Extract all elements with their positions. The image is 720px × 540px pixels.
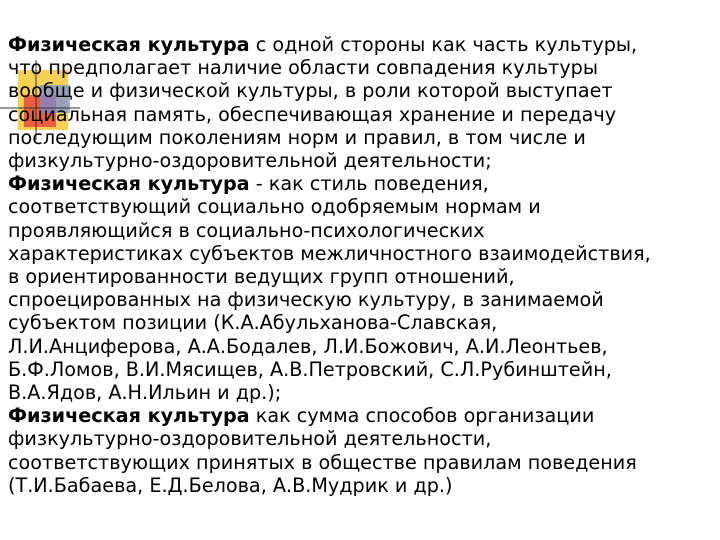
text-line: в ориентированности ведущих групп отношений, [8, 265, 515, 289]
text-line: Л.И.Анциферова, А.А.Бодалев, Л.И.Божович, А.И.Леонтьев, [8, 334, 608, 358]
text-line: физкультурно-оздоровительной деятельности, [8, 427, 492, 451]
text-line: субъектом позиции (К.А.Абульханова-Славская, [8, 311, 498, 335]
definition-paragraph-1 [8, 33, 714, 172]
definition-paragraph-2 [8, 172, 714, 404]
text-line: физкультурно-оздоровительной деятельности; [8, 149, 492, 173]
text-line: Б.Ф.Ломов, В.И.Мясищев, А.В.Петровский, С.Л.Рубинштейн, [8, 357, 612, 381]
text-line: что предполагает наличие области совпадения культуры [8, 56, 599, 80]
text-line: социальная память, обеспечивающая хранение и передачу [8, 102, 617, 126]
text-line: характеристиках субъектов межличностного взаимодействия, [8, 241, 651, 265]
text-line: вообще и физической культуры, в роли которой выступает [8, 79, 613, 103]
text-line: как сумма способов организации [249, 404, 595, 428]
text-line: проявляющийся в социально-психологических [8, 218, 485, 242]
text-line: спроецированных на физическую культуру, в занимаемой [8, 288, 604, 312]
definitions-text [8, 33, 714, 497]
term-heading: Физическая культура [8, 172, 250, 196]
text-line: последующим поколениям норм и правил, в том числе и [8, 125, 586, 149]
text-line: - как стиль поведения, [249, 172, 489, 196]
text-line: соответствующий социально одобряемым нормам и [8, 195, 541, 219]
definition-paragraph-3 [8, 404, 714, 497]
text-line: В.А.Ядов, А.Н.Ильин и др.); [8, 381, 282, 405]
term-heading: Физическая культура [8, 404, 250, 428]
text-line: с одной стороны как часть культуры, [249, 33, 638, 56]
text-line: соответствующих принятых в обществе правилам поведения [8, 450, 637, 474]
term-heading: Физическая культура [8, 33, 250, 56]
text-line: (Т.И.Бабаева, Е.Д.Белова, А.В.Мудрик и др.) [8, 473, 453, 497]
